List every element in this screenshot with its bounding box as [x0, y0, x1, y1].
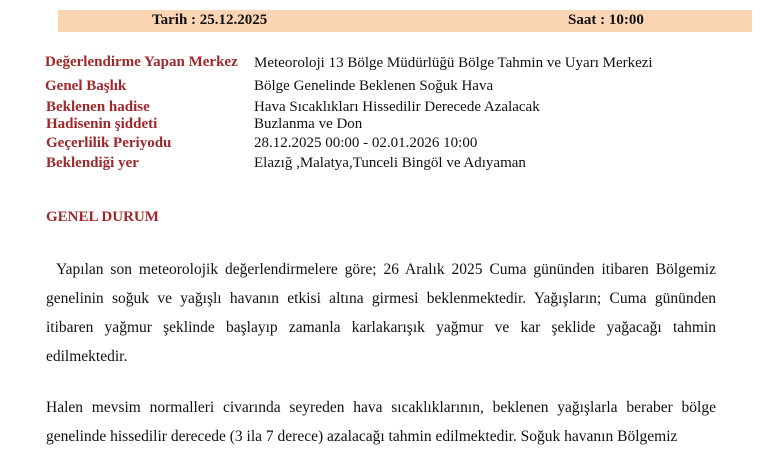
- paragraph-general-2: Halen mevsim normalleri civarında seyreden hava sıcaklıklarının, beklenen yağışlarla beraber bölge genelinde hissedilir derecede (3 ila 7 derece) azalacağı tahmin edilmektedir. Soğuk havanın Bölgemiz: [46, 399, 716, 445]
- header-bar: [58, 10, 752, 32]
- info-label-severity: Hadisenin şiddeti: [46, 116, 158, 132]
- info-row-period: [0, 135, 770, 155]
- info-label-center: Değerlendirme Yapan Merkez: [45, 54, 238, 70]
- info-value-severity: Buzlanma ve Don: [254, 116, 363, 132]
- info-row-location: [0, 155, 770, 175]
- info-row-title: [0, 78, 770, 98]
- info-value-title: Bölge Genelinde Beklenen Soğuk Hava: [254, 78, 494, 94]
- section-title: GENEL DURUM: [46, 209, 159, 225]
- info-value-period: 28.12.2025 00:00 - 02.01.2026 10:00: [254, 135, 478, 151]
- info-label-event: Beklenen hadise: [46, 99, 150, 115]
- info-label-location: Beklendiği yer: [46, 155, 139, 171]
- info-row-center: [0, 54, 770, 74]
- info-label-title: Genel Başlık: [45, 78, 127, 94]
- info-label-period: Geçerlilik Periyodu: [46, 135, 172, 151]
- paragraph-general-1: Yapılan son meteorolojik değerlendirmelere göre; 26 Aralık 2025 Cuma gününden itibaren Bölgemiz genelinin soğuk ve yağışlı havanın etkisi altına girmesi beklenmektedir. Yağışların; Cuma gününden itibaren yağmur şeklinde başlayıp zamanla karlakarışık yağmur ve kar şeklide yağacağı tahmin edilmektedir.: [46, 261, 716, 365]
- info-row-severity: [0, 116, 770, 136]
- info-value-location: Elazığ ,Malatya,Tunceli Bingöl ve Adıyaman: [254, 155, 526, 171]
- info-value-center: Meteoroloji 13 Bölge Müdürlüğü Bölge Tahmin ve Uyarı Merkezi: [254, 55, 653, 71]
- header-date: Tarih : 25.12.2025: [152, 12, 268, 28]
- info-value-event: Hava Sıcaklıkları Hissedilir Derecede Azalacak: [254, 99, 540, 115]
- header-time: Saat : 10:00: [568, 12, 644, 28]
